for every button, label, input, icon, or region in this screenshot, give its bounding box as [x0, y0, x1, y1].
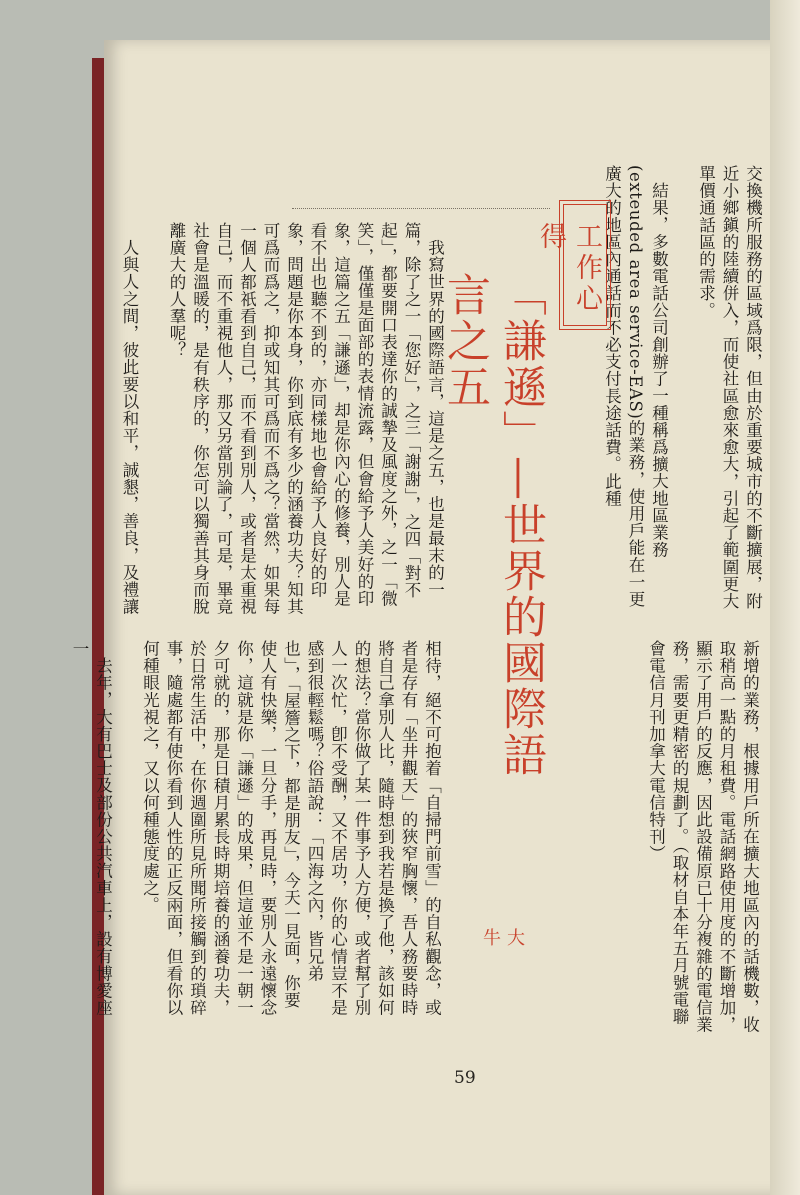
header-divider	[292, 208, 550, 211]
text-column-top-right	[598, 165, 788, 620]
text-column-bottom-right	[646, 640, 785, 1035]
text-column-bottom-left	[70, 640, 467, 1020]
paragraph: 人與人之間，彼此要以和平，誠懇，善良，及禮讓	[120, 238, 139, 615]
author-byline: 大 牛	[480, 928, 525, 1016]
page-number: 59	[454, 1068, 476, 1088]
paragraph: 相待，絕不可抱着「自掃門前雪」的自私觀念，或者是存有「坐井觀天」的狹窄胸懷，吾人務要時時將自己拿別人比，隨時想到我若是換了他，該如何的想法？當你做了某一件事予人方便，或者幫了別人一次忙，卽不受酬，又不居功，你的心情豈不是感到很輕鬆嗎？俗語說：「四海之內，皆兄弟也」，「屋簷之下，都是朋友」，今天一見面，你要使人有快樂，一旦分手，再見時，要別人永遠懷念你，這就是你「謙遜」的成果，但這並不是一朝一夕可就的，那是日積月累長時期培養的涵養功夫，於日常生活中，在你週圍所見所聞所接觸到的瑣碎事，隨處都有使你看到人性的正反兩面，但看你以何種眼光視之，又以何種態度處之。	[140, 640, 442, 1017]
text-column-top-left	[120, 222, 470, 620]
section-label: 工作心得	[535, 222, 602, 315]
paragraph: 新增的業務，根據用戶所在擴大地區內的話機數，收取稍高一點的月租費。電話網路使用度的不斷增加，顯示了用戶的反應，因此設備原已十分複雜的電信業務，需要更精密的規劃了。（取材自本年五月號電聯會電信月刊加拿大電信特刊）	[646, 640, 760, 1034]
paragraph: 結果，多數電話公司創辦了一種稱爲擴大地區業務(exteuded area service-EAS)的業務，使用戶能在一更廣大的地區內通話而不必支付長途話費。此種	[602, 165, 669, 608]
paragraph: 交換機所服務的區域爲限，但由於重要城市的不斷擴展，附近小鄉鎭的陸續併入，而使社區愈來愈大，引起了範圍更大單價通話區的需求。	[696, 165, 763, 610]
paragraph: 去年，大有巴士及部份公共汽車上，設有博愛座一	[70, 640, 113, 1016]
paragraph: 我寫世界的國際語言，這是之五，也是最末的一篇，除了之一「您好」，之三「謝謝」，之四「對不起」，都要開口表達你的誠摯及風度之外，之一「微笑」，僅僅是面部的表情流露，但會給予人美好的印象，這篇之五「謙遜」，却是你內心的修養，別人是看不出也聽不到的，亦同樣地也會給予人良好的印象，問題是你本身，你到底有多少的涵養功夫？知其可爲而爲之，抑或知其可爲而不爲之？當然，如果每一個人都祇看到自己，而不看到別人，或者是太重視自己，而不重視他人，那又另當別論了，可是，畢竟社會是溫暖的，是有秩序的，你怎可以獨善其身而脫離廣大的人羣呢？	[167, 222, 445, 616]
article-title: 「謙遜」—世界的國際語言之五	[439, 272, 546, 778]
